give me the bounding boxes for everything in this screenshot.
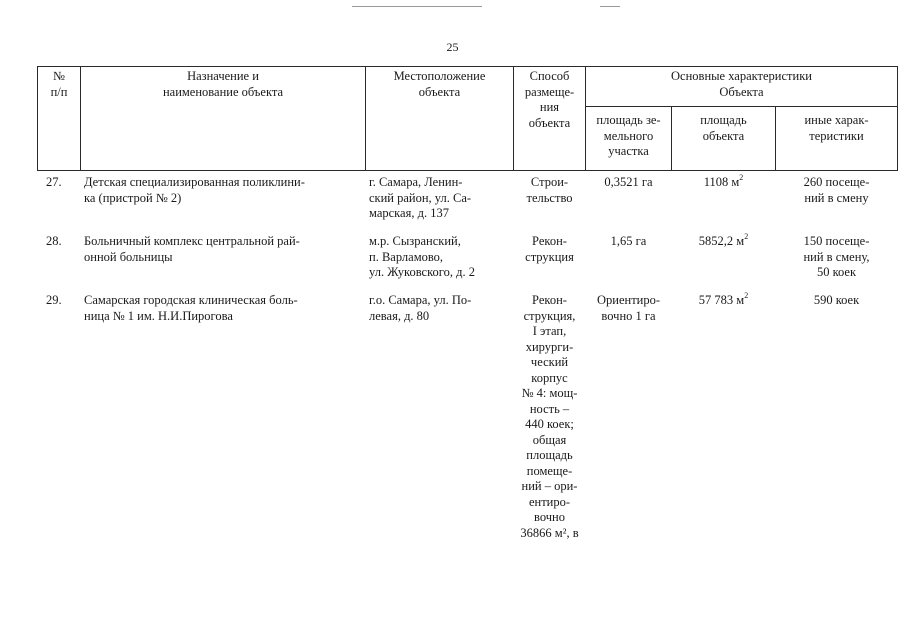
header-land-area: площадь зе- мельного участка [596,113,661,158]
land-area: 0,3521 га [604,175,653,189]
header-main-characteristics: Основные характеристики Объекта [671,69,812,99]
object-area: 57 783 $м^2$ [698,291,749,307]
row-number: 28. [46,234,62,248]
placement-method: Рекон- струкция, I этап, хирурги- ческий корпус № 4: мощ- ность – 440 коек; общая площадь помеще- ний – ори- ентиро- вочно 36866 м², в [520,293,579,540]
object-location: м.р. Сызранский, п. Варламово, ул. Жуковского, д. 2 [369,234,475,279]
object-name: Детская специализированная поликлини- ка (пристрой № 2) [84,175,305,205]
land-area: Ориентиро- вочно 1 га [596,293,661,323]
scan-artifact [600,6,620,7]
header-object-area: площадь объекта [700,113,747,143]
placement-method: Рекон- струкция [525,234,574,264]
header-number: № п/п [50,69,68,99]
other-characteristics: 590 коек [813,293,860,307]
header-placement-method: Способ размеще- ния объекта [524,69,575,130]
object-area: 1108 $м^2$ [703,173,744,189]
header-location: Местоположение объекта [393,69,486,99]
object-name: Самарская городская клиническая боль- ница № 1 им. Н.И.Пирогова [84,293,298,323]
scan-artifact [352,6,482,7]
header-other-characteristics: иные харак- теристики [804,113,869,143]
object-name: Больничный комплекс центральной рай- онной больницы [84,234,300,264]
other-characteristics: 150 посеще- ний в смену, 50 коек [803,234,870,279]
other-characteristics: 260 посеще- ний в смену [803,175,870,205]
row-number: 27. [46,175,62,189]
placement-method: Строи- тельство [526,175,573,205]
row-number: 29. [46,293,62,307]
land-area: 1,65 га [610,234,647,248]
object-location: г. Самара, Ленин- ский район, ул. Са- марская, д. 137 [369,175,472,220]
page-number: 25 [446,40,459,54]
header-name: Назначение и наименование объекта [162,69,284,99]
object-location: г.о. Самара, ул. По- левая, д. 80 [369,293,472,323]
object-area: 5852,2 $м^2$ [698,232,749,248]
